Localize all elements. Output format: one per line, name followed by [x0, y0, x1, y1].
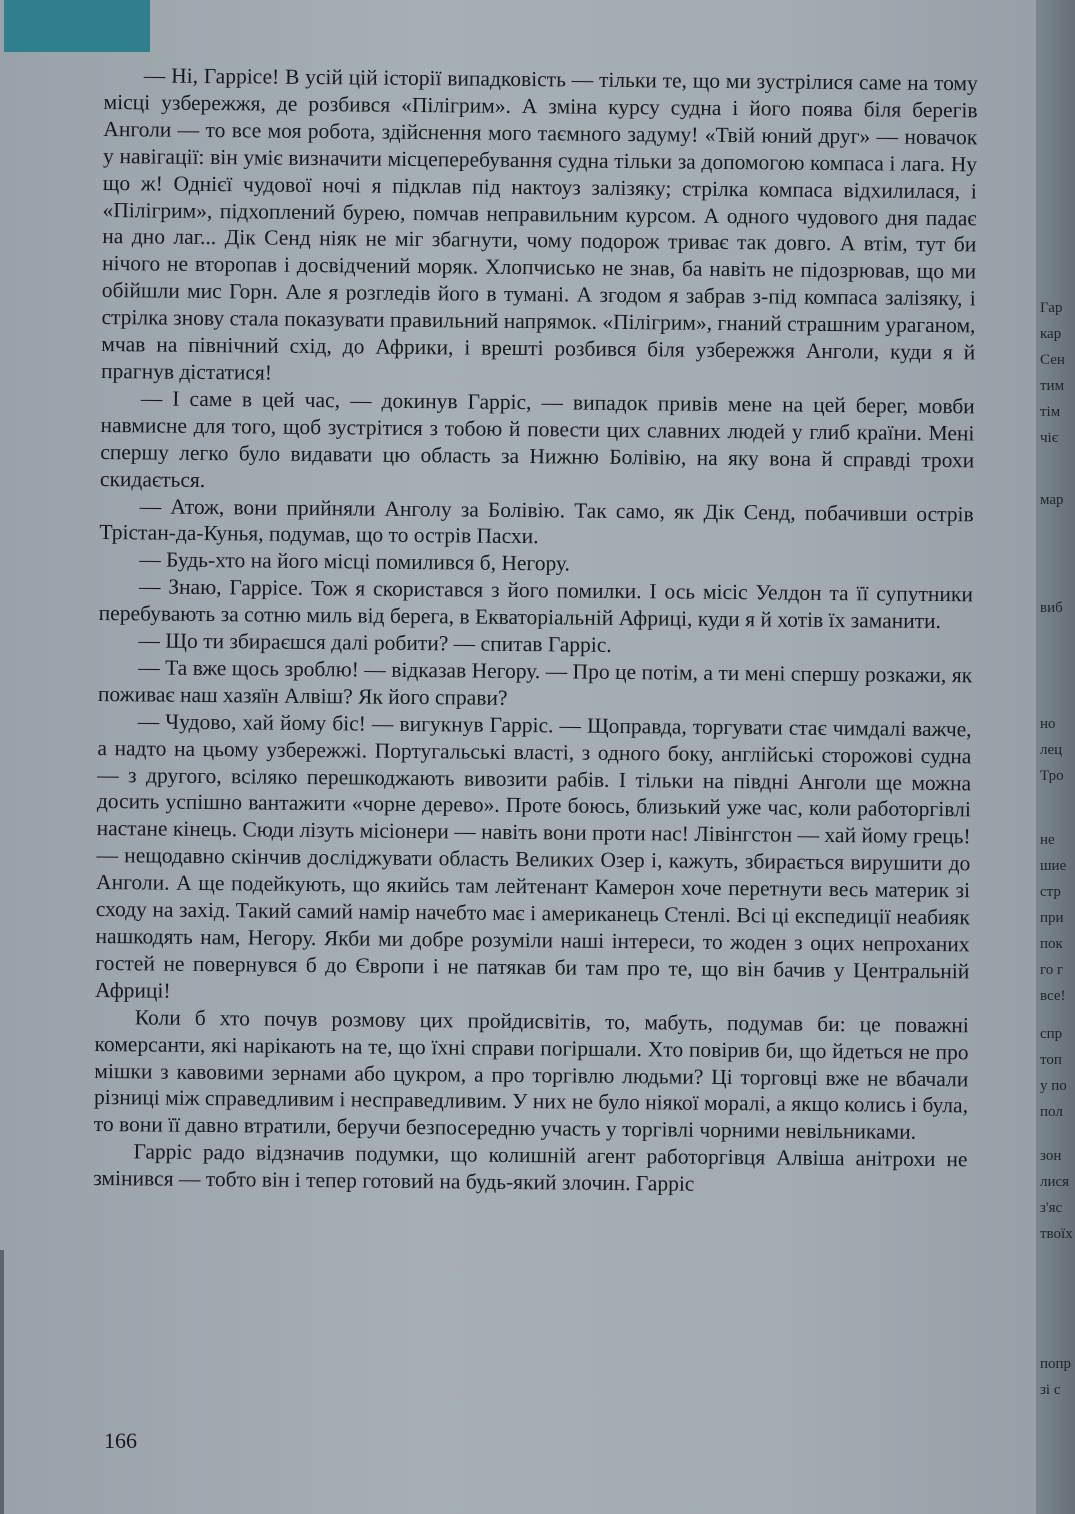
adjacent-page-strip — [1036, 0, 1075, 1514]
paragraph: — Ні, Гаррісе! В усій цій історії випадковість — тільки те, що ми зустрілися саме на тому місці узбережжя, де розбився «Пілігрим». А зміна курсу судна і його поява біля берегів Анголи — то все моя робота, здійснення мого таємного задуму! «Твій юний друг» — новачок у навігації: він уміє визначити місцеперебування судна тільки за допомогою компаса і лага. Ну що ж! Однієї чудової ночі я підклав під нактоуз залізяку; стрілка компаса відхилилася, і «Пілігрим», підхоплений бурею, помчав неправильним курсом. А одного чудового дня падає на дно лаг... Дік Сенд ніяк не міг збагнути, чому подорож триває так довго. А втім, тут би нічого не второпав і досвідчений моряк. Хлопчисько не знав, ба навіть не підозрював, що ми обійшли мис Горн. Але я розгледів його в тумані. А згодом я забрав з-під компаса залізяку, і стрілка знову стала показувати правильний напрямок. «Пілігрим», гнаний страшним ураганом, мчав на північний схід, до Африки, і врешті розбився біля узбережжя Анголи, куди я й прагнув дістатися! — [100, 63, 978, 385]
paragraph: — Чудово, хай йому біс! — вигукнув Гарріс. — Щоправда, торгувати стає чимдалі важче, а надто на цьому узбережжі. Португальські власті, з одного боку, англійські сторожові судна — з другого, всіляко перешкоджають вивозити рабів. І тільки на півдні Анголи ще можна досить успішно вантажити «чорне дерево». Проте боюсь, близький уже час, коли работоргівлі настане кінець. Сюди лізуть місіонери — навіть вони проти нас! Лівінгстон — хай йому грець! — нещодавно скінчив досліджувати область Великих Озер і, кажуть, збирається вирушити до Анголи. А ще подейкують, що якийсь там лейтенант Камерон хоче перетнути весь материк зі сходу на захід. Такий самий намір начебто має і американець Стенлі. Всі ці експедиції неабияк нашкодять нам, Негору. Якби ми добре розуміли наші інтереси, то жоден з оцих непроханих гостей не повернувся б до Європи і не патякав би там про те, що він бачив у Центральній Африці! — [94, 709, 972, 1003]
adjacent-page-fragment: лец — [1040, 742, 1063, 758]
adjacent-page-fragment: топ — [1040, 1052, 1062, 1068]
paragraph: — І саме в цей час, — докинув Гарріс, — випадок привів мене на цей берег, мовби навмисне для того, щоб зустрітися з тобою й повести цих славних людей у глиб країни. Мені спершу легко було видавати цю область за Нижню Болівію, на яку вона й справді трохи скидається. — [99, 386, 975, 492]
adjacent-page-fragment: твоїх — [1040, 1226, 1073, 1242]
corner-color-block — [4, 0, 150, 52]
paragraph: Коли б хто почув розмову цих пройдисвітів, то, мабуть, подумав би: це поважні комерсанти, які нарікають на те, що їхні справи погіршали. Хто повірив би, що йдеться не про мішки з кавовими зернами або цукром, а про торгівлю людьми? Ці торговці вже не вбачали різниці між справедливим і несправедливим. У них не було ніякої моралі, а якщо колись і була, то вони її давно втратили, беручи безпосередню участь у торгівлі чорними невільниками. — [93, 1005, 969, 1145]
adjacent-page-fragment: стр — [1040, 884, 1061, 900]
adjacent-page-fragment: Сен — [1040, 352, 1065, 368]
adjacent-page-fragment: тім — [1040, 404, 1061, 420]
adjacent-page-fragment: но — [1040, 716, 1056, 732]
page-edge-shadow — [0, 1250, 4, 1514]
adjacent-page-fragment: зі с — [1040, 1382, 1061, 1398]
adjacent-page-fragment: кар — [1040, 326, 1062, 342]
paragraph: — Що ти збираєшся далі робити? — спитав Гарріс. — [138, 628, 612, 657]
adjacent-page-fragment: Тро — [1040, 768, 1064, 784]
adjacent-page-fragment: го г — [1040, 962, 1064, 978]
adjacent-page-fragment: все! — [1040, 988, 1066, 1004]
adjacent-page-fragment: спр — [1040, 1026, 1063, 1042]
adjacent-page-fragment: з'яс — [1040, 1200, 1063, 1216]
adjacent-page-fragment: пол — [1040, 1104, 1063, 1120]
page-number: 166 — [104, 1428, 137, 1453]
adjacent-page-fragment: шие — [1040, 858, 1067, 874]
adjacent-page-fragment: зон — [1040, 1148, 1062, 1164]
adjacent-page-fragment: попр — [1040, 1356, 1072, 1372]
adjacent-page-fragment: при — [1040, 910, 1064, 926]
adjacent-page-fragment: тим — [1040, 378, 1065, 394]
adjacent-page-fragment: Гар — [1040, 300, 1063, 316]
adjacent-page-fragment: мар — [1040, 492, 1064, 508]
paragraph: — Будь-хто на його місці помилився б, Негору. — [139, 547, 571, 576]
paragraph: — Та вже щось зроблю! — відказав Негору. — Про це потім, а ти мені спершу розкажи, як поживає наш хазяїн Алвіш? Як його справи? — [97, 655, 973, 710]
body-text — [93, 62, 978, 1200]
adjacent-page-fragment: чіє — [1040, 430, 1059, 446]
adjacent-page-fragment: у по — [1040, 1078, 1067, 1094]
paragraph: Гарріс радо відзначив подумки, що колишній агент работоргівця Алвіша анітрохи не змінився — тобто він і тепер готовий на будь-який злочин. Гарріс — [93, 1139, 968, 1196]
paragraph: — Знаю, Гаррісе. Тож я скористався з його помилки. І ось місіс Уелдон та її супутники перебувають за сотню миль від берега, в Екваторіальній Африці, куди я й хотів їх заманити. — [98, 574, 974, 634]
adjacent-page-fragment: не — [1040, 832, 1055, 848]
adjacent-page-fragment: виб — [1040, 600, 1063, 616]
adjacent-page-fragment: лиcя — [1040, 1174, 1070, 1190]
adjacent-page-fragment: пок — [1040, 936, 1063, 952]
paragraph: — Атож, вони прийняли Анголу за Болівію. Так само, як Дік Сенд, побачивши острів Трістан-да-Кунья, подумав, що то острів Пасхи. — [99, 493, 974, 549]
